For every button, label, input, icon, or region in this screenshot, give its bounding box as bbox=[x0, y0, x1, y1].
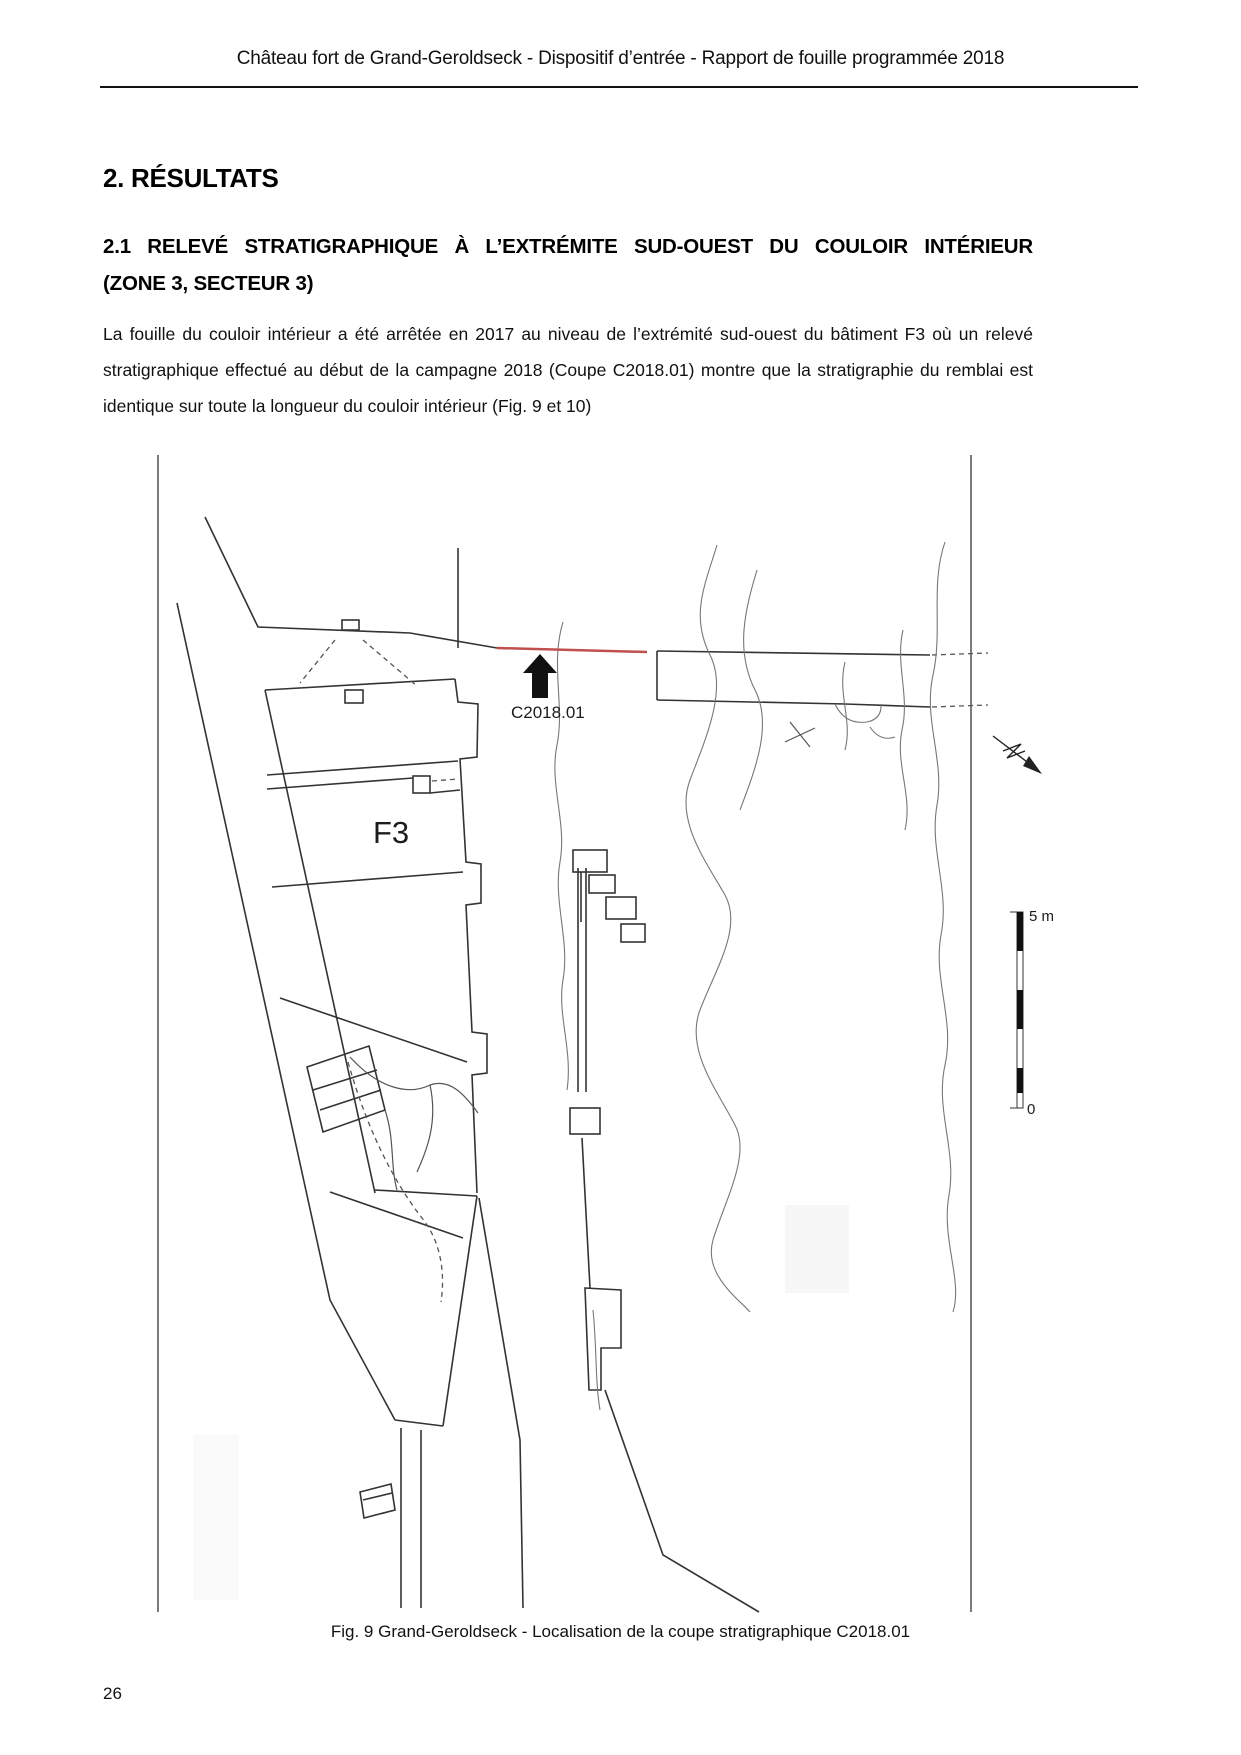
building-label: F3 bbox=[373, 815, 410, 850]
rock-contours bbox=[555, 542, 956, 1410]
page-header: Château fort de Grand-Geroldseck - Dispositif d’entrée - Rapport de fouille programmée 2018 bbox=[236, 48, 1005, 69]
figure-plan bbox=[145, 450, 1150, 1620]
section-line-label: C2018.01 bbox=[511, 703, 585, 722]
scale-bottom-label: 0 bbox=[1027, 1101, 1036, 1118]
subheading-line-2: (ZONE 3, SECTEUR 3) bbox=[103, 272, 314, 295]
subheading-line-1: 2.1 RELEVÉ STRATIGRAPHIQUE À L’EXTRÉMITE SUD-OUEST DU COULOIR INTÉRIEUR bbox=[103, 235, 1033, 258]
section-heading: 2. RÉSULTATS bbox=[103, 163, 279, 193]
section-subheading bbox=[103, 228, 1033, 302]
section-line bbox=[497, 648, 647, 652]
header-rule bbox=[100, 86, 1138, 88]
north-arrow-icon bbox=[993, 736, 1042, 774]
scale-top-label: 5 m bbox=[1029, 908, 1055, 925]
page-number: 26 bbox=[103, 1684, 122, 1703]
section-marker bbox=[497, 648, 647, 722]
wall-lines bbox=[177, 517, 930, 1612]
figure-caption: Fig. 9 Grand-Geroldseck - Localisation de la coupe stratigraphique C2018.01 bbox=[330, 1622, 911, 1641]
dashed-lines bbox=[300, 640, 988, 1302]
faint-shade bbox=[785, 1205, 849, 1293]
section-arrow-icon bbox=[523, 654, 557, 698]
scale-bar bbox=[1010, 908, 1054, 1118]
faint-shade bbox=[193, 1435, 239, 1600]
body-paragraph: La fouille du couloir intérieur a été arrêtée en 2017 au niveau de l’extrémité sud-ouest du bâtiment F3 où un relevé stratigraphique effectué au début de la campagne 2018 (Coupe C2018.01) montre que la stratigraphie du remblai est identique sur toute la longueur du couloir intérieur (Fig. 9 et 10) bbox=[103, 324, 1033, 416]
plan-drawing bbox=[145, 450, 1150, 1620]
